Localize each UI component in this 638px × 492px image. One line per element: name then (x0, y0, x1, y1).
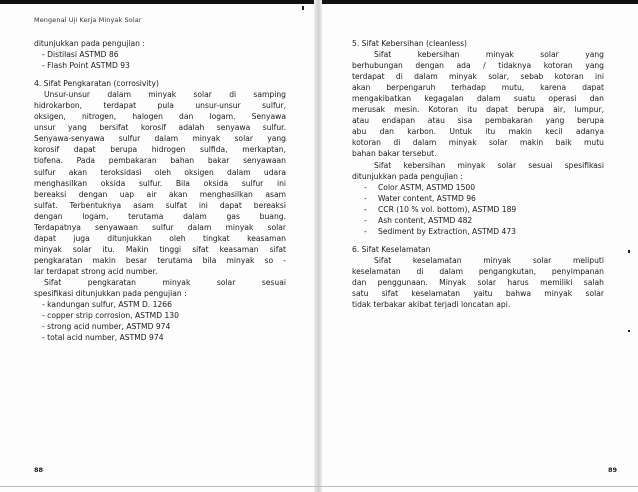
test-list-item: - Flash Point ASTMD 93 (42, 61, 130, 71)
body-text-line: bereaksi dengan uap air akan menghasilkan asam (34, 189, 286, 199)
left-page-text (34, 38, 286, 343)
list-item-text: Color ASTM, ASTMD 1500 (378, 182, 476, 192)
body-text-line: berhubungan dengan ada / tidaknya kotoran yang (352, 61, 604, 71)
body-text-line: dapat juga ditunjukkan oleh tingkat keasaman (34, 233, 286, 243)
body-text-line: tiofena. Pada pembakaran bahan bakar senyawaan (34, 156, 286, 166)
scan-speck (628, 330, 630, 332)
body-text-line: Terdapatnya senyawaan sulfur dalam minyak solar (34, 222, 286, 232)
list-dash: - (364, 204, 367, 214)
body-text-line: dengan logam, terutama dalam gas buang. (34, 211, 286, 221)
body-text-line: sulfur akan teroksidasi oleh oksigen dalam udara (34, 167, 286, 177)
body-text-line: mengakibatkan kegagalan dalam suatu operasi dan (352, 94, 604, 104)
running-header: Mengenal Uji Kerja Minyak Solar (34, 16, 142, 24)
body-text-line: 6. Sifat Keselamatan (352, 244, 431, 254)
body-text-line: merusak mesin. Kotoran itu dapat berupa air, lumpur, (352, 105, 604, 115)
body-text-line: minyak solar itu. Makin tinggi sifat keasaman sifat (34, 244, 286, 254)
list-dash: - (364, 226, 367, 236)
list-item-text: Ash content, ASTMD 482 (378, 215, 473, 225)
body-text-line: 5. Sifat Kebersihan (cleanless) (352, 39, 467, 48)
right-page-text (352, 38, 604, 310)
paragraph-gap (34, 71, 286, 78)
body-text-line: Senyawa-senyawa sulfur dalam minyak solar yang (34, 134, 286, 144)
test-list-item (352, 193, 604, 204)
paragraph-gap (352, 237, 604, 244)
body-text-line: Sifat kebersihan minyak solar sesuai spesifikasi (374, 160, 604, 170)
scan-speck (628, 250, 630, 253)
body-text-line: tidak terbakar akibat terjadi loncatan api. (352, 300, 511, 310)
scan-speck (302, 6, 304, 10)
body-text-line: spesifikasi ditunjukkan pada pengujian : (34, 289, 187, 299)
body-text-line: pengkaratan makin besar terutama bila minyak so - (34, 255, 286, 265)
test-list-item: - Distilasi ASTMD 86 (42, 50, 119, 60)
bottom-scan-edge (0, 486, 638, 487)
list-dash: - (364, 193, 367, 203)
test-list-item: - strong acid number, ASTMD 974 (42, 322, 171, 332)
body-text-line: keselamatan di dalam pengangkutan, penyimpanan (352, 266, 604, 276)
body-text-line: ditunjukkan pada pengujian : (352, 171, 463, 181)
body-text-line: Sifat keselamatan minyak solar meliputi (374, 255, 604, 265)
body-text-line: Sifat kebersihan minyak solar yang (374, 50, 604, 60)
body-text-line: satu sifat keselamatan yaitu bahwa minyak solar (352, 289, 604, 299)
test-list-item (352, 182, 604, 193)
body-text-line: terdapat di dalam minyak solar, sebab kotoran ini (352, 72, 604, 82)
body-text-line: unsur yang bersifat korosif adalah senyawa sulfur. (34, 123, 286, 133)
list-item-text: Sediment by Extraction, ASTMD 473 (378, 226, 516, 236)
list-item-text: Water content, ASTMD 96 (378, 193, 476, 203)
body-text-line: Sifat pengkaratan minyak solar sesuai (44, 277, 286, 287)
list-dash: - (364, 215, 367, 225)
body-text-line: kotoran di dalam minyak solar makin baik mutu (352, 138, 604, 148)
test-list-item: - copper strip corrosion, ASTMD 130 (42, 311, 179, 321)
body-text-line: Unsur-unsur dalam minyak solar di samping (44, 90, 286, 100)
test-list-item (352, 215, 604, 226)
test-list-item (352, 226, 604, 237)
body-text-line: dan penggunaan. Minyak solar harus memiliki salah (352, 277, 604, 287)
body-text-line: hidrokarbon, terdapat pula unsur-unsur sulfur, (34, 101, 286, 111)
body-text-line: ditunjukkan pada pengujian : (34, 39, 145, 48)
body-text-line: oksigen, nitrogen, halogen dan logam. Senyawa (34, 112, 286, 122)
body-text-line: bahan bakar tersebut. (352, 149, 437, 159)
body-text-line: lar terdapat strong acid number. (34, 266, 158, 276)
body-text-line: sulfat. Terbentuknya asam sulfat ini dapat bereaksi (34, 200, 286, 210)
body-text-line: akan berpengaruh terhadap mutu, karena dapat (352, 83, 604, 93)
page-number-right: 89 (608, 466, 618, 474)
test-list-item (352, 204, 604, 215)
right-page (318, 0, 638, 492)
list-dash: - (364, 182, 367, 192)
test-list-item: - total acid number, ASTMD 974 (42, 333, 164, 343)
body-text-line: 4. Sifat Pengkaratan (corrosivity) (34, 79, 159, 89)
list-item-text: CCR (10 % vol. bottom), ASTMD 189 (378, 204, 517, 214)
left-page (0, 0, 318, 492)
body-text-line: korosif dapat berupa hidrogen sulfida, merkaptan, (34, 145, 286, 155)
body-text-line: menghasilkan oksida sulfur. Bila oksida sulfur ini (34, 178, 286, 188)
body-text-line: abu dan karbon. Untuk itu makin kecil adanya (352, 127, 604, 137)
test-list-item: - kandungan sulfur, ASTM D. 1266 (42, 300, 172, 310)
body-text-line: atau endapan atau sisa pembakaran yang berupa (352, 116, 604, 126)
page-number-left: 88 (34, 466, 44, 474)
